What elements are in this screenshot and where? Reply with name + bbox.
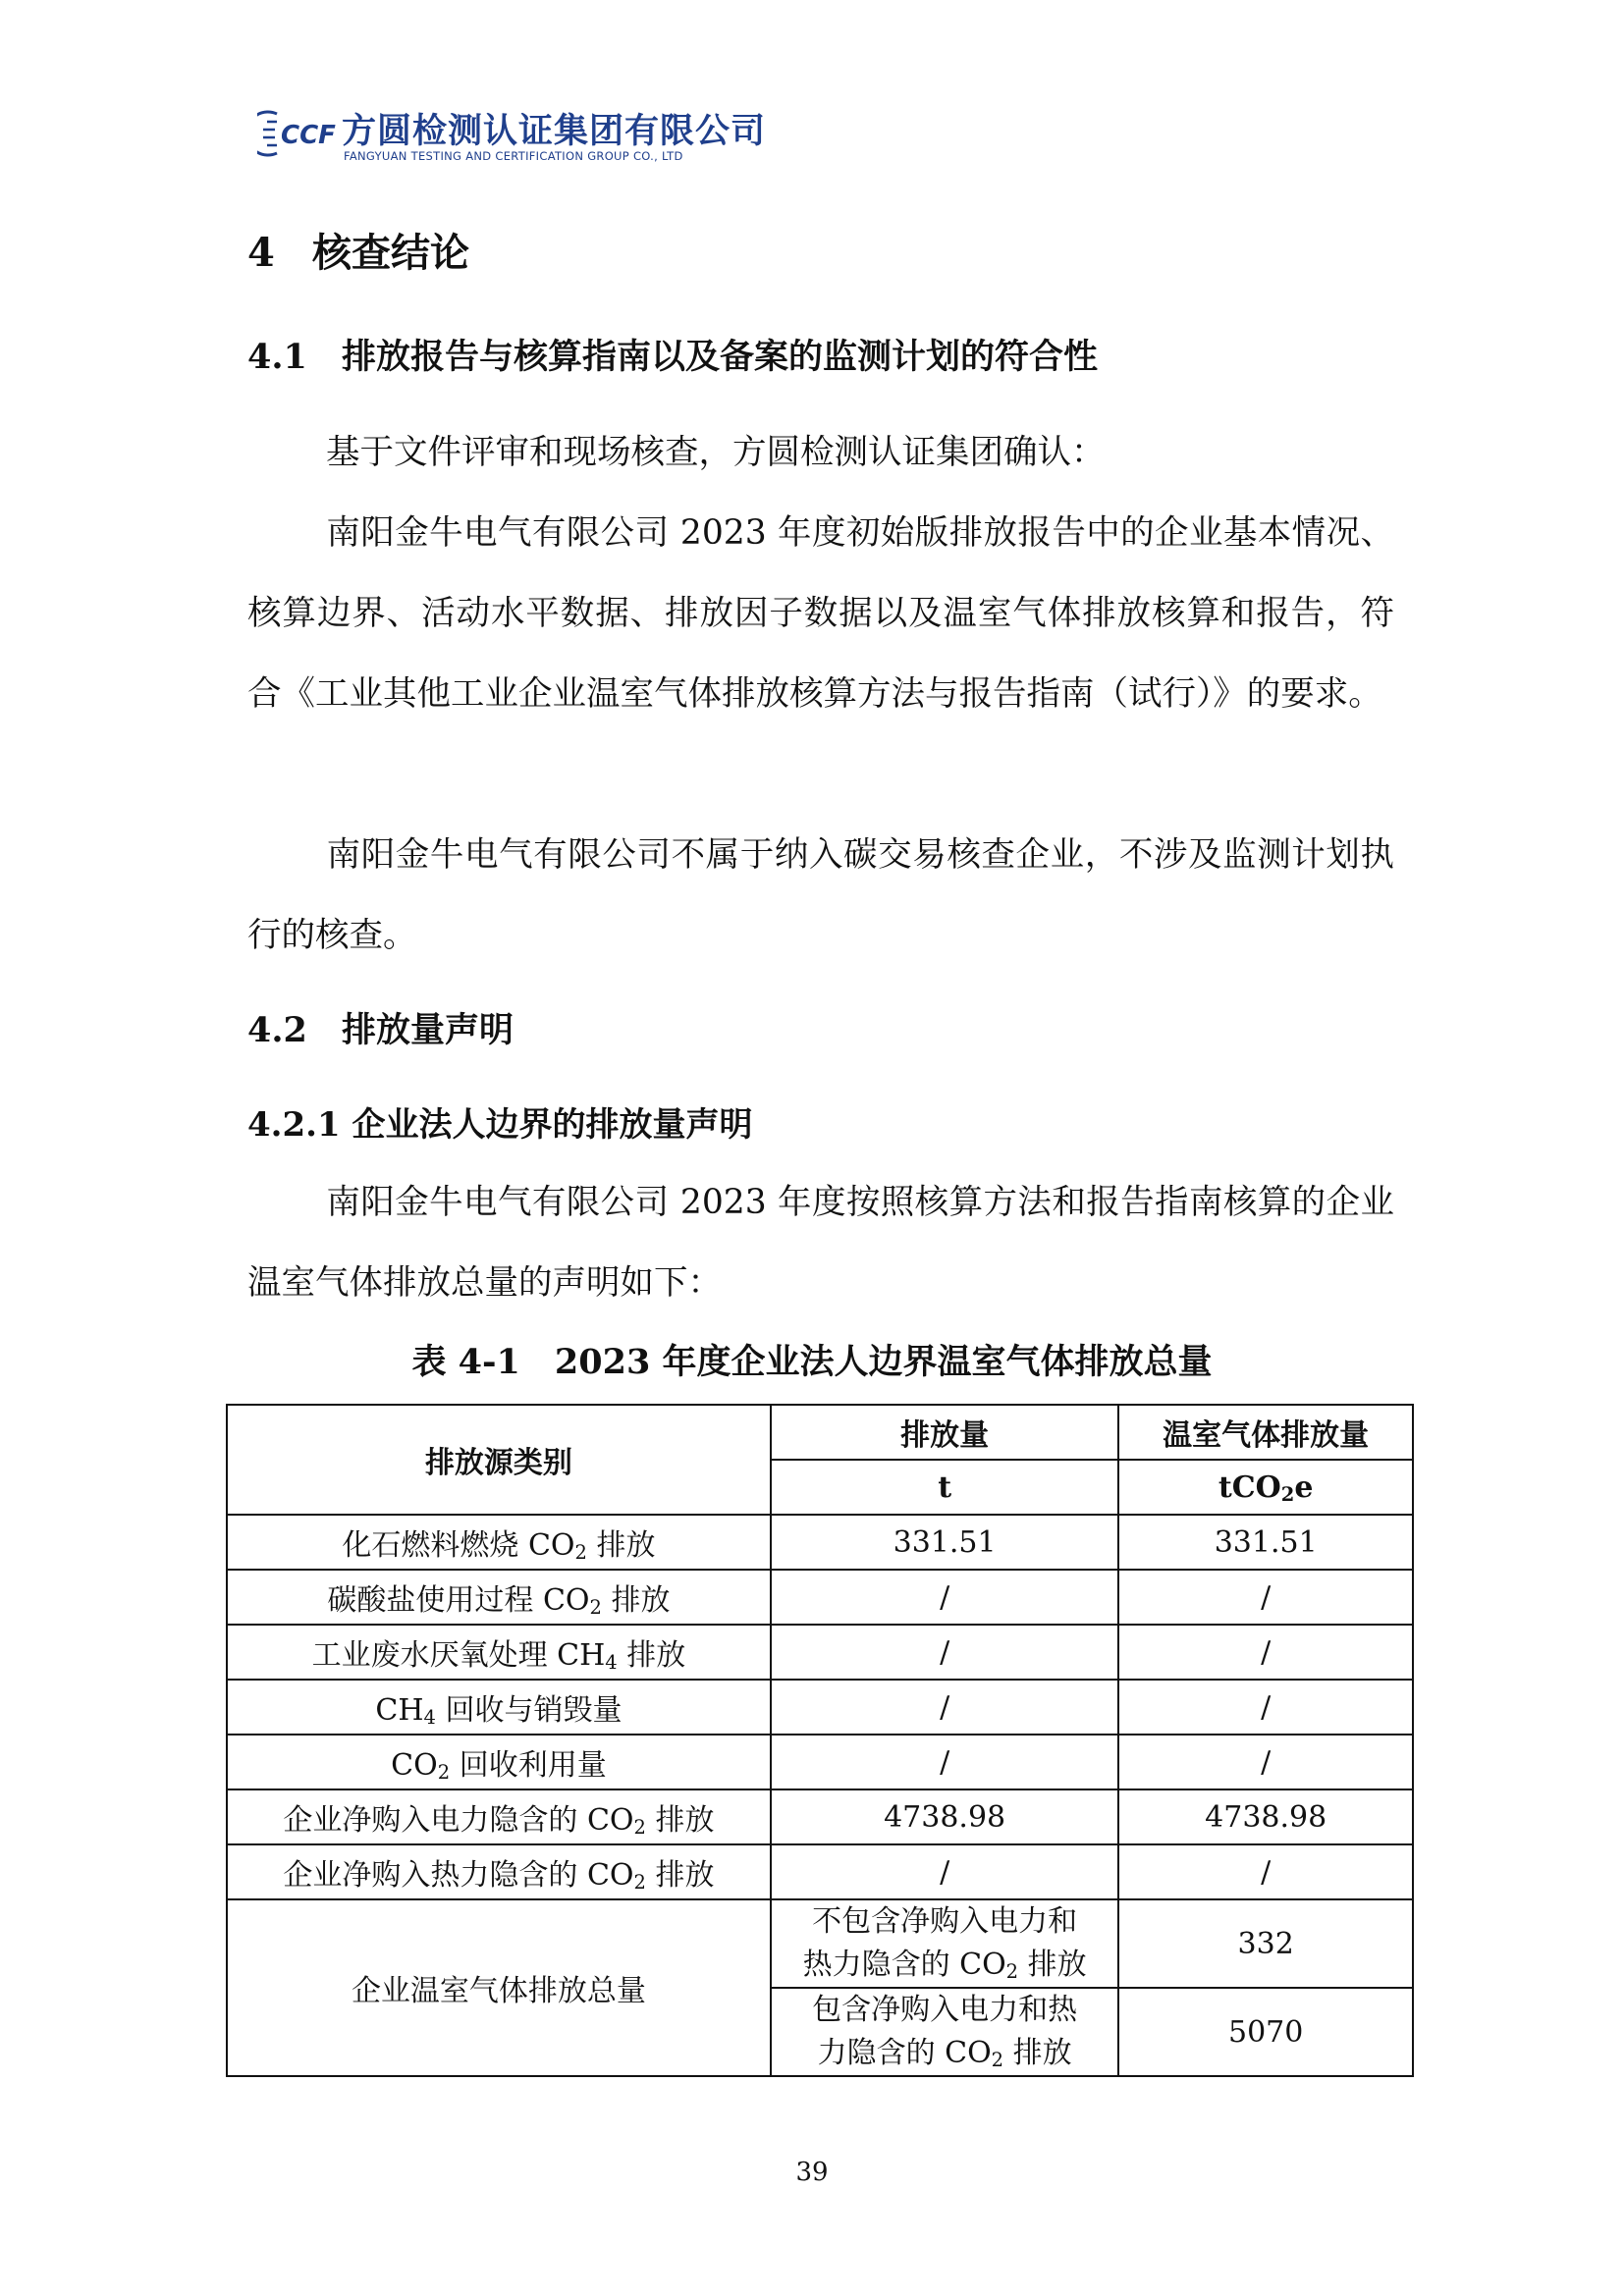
company-logo-icon — [257, 106, 338, 161]
row-ghg: / — [1118, 1680, 1413, 1735]
row-emissions: 331.51 — [771, 1515, 1118, 1570]
row-source: 工业废水厌氧处理 $CH_4$ 排放 — [227, 1625, 771, 1680]
section-4-1-heading — [247, 330, 1098, 379]
section-4-2-heading — [247, 1003, 514, 1052]
row-emissions: / — [771, 1570, 1118, 1625]
paragraph-monitoring-plan: 南阳金牛电气有限公司不属于纳入碳交易核查企业，不涉及监测计划执行的核查。 — [247, 835, 1394, 955]
page-header — [257, 100, 807, 179]
row-emissions: / — [771, 1680, 1118, 1735]
section-number: 4 — [247, 230, 275, 276]
row-source: 企业净购入电力隐含的 $CO_2$ 排放 — [227, 1789, 771, 1844]
table-row — [227, 1735, 1413, 1789]
table-row — [227, 1625, 1413, 1680]
table-row — [227, 1515, 1413, 1570]
row-source: 企业净购入热力隐含的 $CO_2$ 排放 — [227, 1844, 771, 1899]
row-emissions: / — [771, 1625, 1118, 1680]
row-source: 化石燃料燃烧 $CO_2$ 排放 — [227, 1515, 771, 1570]
section-title: 核查结论 — [312, 230, 469, 276]
total-excl-description: 不包含净购入电力和 热力隐含的 $CO_2$ 排放 — [771, 1899, 1118, 1988]
section-title: 排放报告与核算指南以及备案的监测计划的符合性 — [342, 337, 1099, 377]
header-emissions: 排放量 — [771, 1405, 1118, 1460]
header-ghg-unit: tCO$_2$e — [1118, 1460, 1413, 1515]
row-ghg: 4738.98 — [1118, 1789, 1413, 1844]
header-ghg-emissions: 温室气体排放量 — [1118, 1405, 1413, 1460]
total-incl-description: 包含净购入电力和热 力隐含的 $CO_2$ 排放 — [771, 1988, 1118, 2076]
row-ghg: / — [1118, 1735, 1413, 1789]
section-title: 企业法人边界的排放量声明 — [352, 1105, 753, 1145]
paragraph-declaration: 南阳金牛电气有限公司 2023 年度按照核算方法和报告指南核算的企业温室气体排放总量的声明如下： — [247, 1183, 1394, 1303]
row-emissions: / — [771, 1735, 1118, 1789]
total-excl-value: 332 — [1118, 1899, 1413, 1988]
paragraph-compliance: 南阳金牛电气有限公司 2023 年度初始版排放报告中的企业基本情况、核算边界、活动水平数据、排放因子数据以及温室气体排放核算和报告，符合《工业其他工业企业温室气体排放核算方法与报告指南（试行）》的要求。 — [247, 513, 1394, 714]
table-header-row — [227, 1405, 1413, 1460]
paragraph-confirmation: 基于文件评审和现场核查，方圆检测认证集团确认： — [326, 433, 1106, 472]
row-emissions: / — [771, 1844, 1118, 1899]
header-emissions-unit: t — [771, 1460, 1118, 1515]
header-source-category: 排放源类别 — [227, 1405, 771, 1515]
company-name-en: FANGYUAN TESTING AND CERTIFICATION GROUP CO., LTD — [344, 149, 683, 163]
row-ghg: 331.51 — [1118, 1515, 1413, 1570]
company-name-cn: 方圆检测认证集团有限公司 — [342, 112, 767, 151]
section-4-heading — [247, 222, 469, 278]
section-number: 4.2 — [247, 1010, 307, 1050]
table-total-row — [227, 1899, 1413, 1988]
row-source: $CH_4$ 回收与销毁量 — [227, 1680, 771, 1735]
table-row — [227, 1570, 1413, 1625]
page-number: 39 — [795, 2158, 829, 2187]
row-source: 碳酸盐使用过程 $CO_2$ 排放 — [227, 1570, 771, 1625]
total-label: 企业温室气体排放总量 — [227, 1899, 771, 2076]
table-row — [227, 1789, 1413, 1844]
row-source: $CO_2$ 回收利用量 — [227, 1735, 771, 1789]
emissions-table — [226, 1404, 1414, 2077]
row-ghg: / — [1118, 1625, 1413, 1680]
table-row — [227, 1680, 1413, 1735]
section-4-2-1-heading — [247, 1097, 753, 1146]
section-title: 排放量声明 — [342, 1010, 514, 1050]
row-ghg: / — [1118, 1844, 1413, 1899]
section-number: 4.1 — [247, 337, 307, 377]
table-row — [227, 1844, 1413, 1899]
row-ghg: / — [1118, 1570, 1413, 1625]
table-caption: 表 4-1 2023 年度企业法人边界温室气体排放总量 — [411, 1342, 1213, 1382]
section-number: 4.2.1 — [247, 1105, 341, 1145]
total-incl-value: 5070 — [1118, 1988, 1413, 2076]
logo-text: CCF — [281, 121, 336, 150]
row-emissions: 4738.98 — [771, 1789, 1118, 1844]
